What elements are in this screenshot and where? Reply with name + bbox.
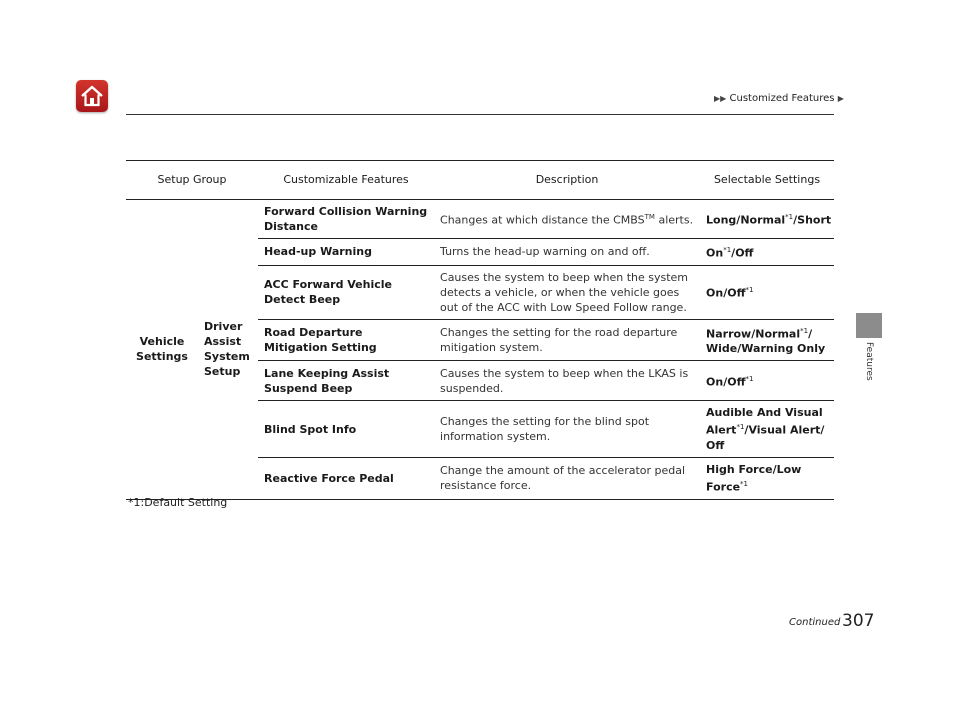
section-tab-label: Features [864, 342, 874, 381]
feature-name: Head-up Warning [258, 239, 434, 266]
column-header-setup-group: Setup Group [126, 161, 258, 200]
setting-option: Normal [740, 213, 786, 227]
setting-option: Off [735, 246, 754, 260]
default-setting-marker: *1 [736, 423, 745, 432]
setting-option: On [706, 246, 724, 260]
default-setting-marker: *1 [785, 213, 794, 222]
group-vehicle-settings: Vehicle Settings [126, 200, 198, 500]
default-setting-marker: *1 [745, 286, 754, 295]
group-driver-assist: Driver Assist System Setup [198, 200, 258, 500]
selectable-settings [700, 457, 834, 499]
continued-label: Continued [789, 617, 841, 628]
setting-option: Audible And Visual Alert [706, 406, 823, 437]
feature-name: Reactive Force Pedal [258, 457, 434, 499]
setting-option: / [744, 423, 749, 437]
selectable-settings [700, 401, 834, 458]
selectable-settings [700, 239, 834, 266]
feature-description [434, 200, 700, 239]
selectable-settings [700, 265, 834, 319]
column-header-description: Description [434, 161, 700, 200]
section-tab-marker[interactable] [856, 313, 882, 338]
feature-description: Change the amount of the accelerator pedal resistance force. [434, 457, 700, 499]
setting-option: Low Force [706, 462, 802, 494]
feature-description: Causes the system to beep when the system detects a vehicle, or when the vehicle goes out of the ACC with Low Speed Follow range. [434, 265, 700, 319]
setting-option: / [751, 327, 756, 341]
breadcrumb-label: Customized Features [729, 93, 835, 104]
setting-option: / [793, 213, 798, 227]
setting-option: / [723, 375, 728, 389]
feature-name: Road Departure Mitigation Setting [258, 319, 434, 361]
footnote: *1:Default Setting [128, 496, 228, 509]
column-header-features: Customizable Features [258, 161, 434, 200]
setting-option: Long [706, 213, 737, 227]
table-header-row [126, 161, 834, 200]
setting-option: High Force [706, 462, 773, 476]
setting-option: Off [727, 375, 746, 389]
customizable-features-table [126, 160, 834, 500]
breadcrumb-arrow-icon: ▶▶ [714, 94, 727, 103]
default-setting-marker: *1 [800, 326, 809, 335]
default-setting-marker: *1 [723, 246, 732, 254]
setting-option: Short [797, 213, 832, 227]
description-text: alerts. [654, 213, 694, 227]
feature-name: Lane Keeping Assist Suspend Beep [258, 361, 434, 401]
breadcrumb[interactable] [714, 93, 844, 104]
setting-option: Visual Alert [748, 423, 821, 437]
table-row [126, 200, 834, 239]
selectable-settings [700, 361, 834, 401]
setting-option: / [723, 286, 728, 300]
setting-option: Warning Only [741, 342, 826, 356]
home-icon[interactable] [76, 80, 108, 112]
setting-option: On [706, 286, 724, 300]
feature-description: Causes the system to beep when the LKAS is suspended. [434, 361, 700, 401]
header-rule [126, 114, 834, 115]
trademark-mark: TM [644, 213, 655, 222]
feature-name: Forward Collision Warning Distance [258, 200, 434, 239]
setting-option: Off [727, 286, 746, 300]
selectable-settings [700, 200, 834, 239]
setting-option: Normal [755, 327, 801, 341]
feature-description: Turns the head-up warning on and off. [434, 239, 700, 266]
default-setting-marker: *1 [740, 479, 749, 488]
breadcrumb-arrow-icon: ▶ [837, 94, 844, 103]
setting-option: On [706, 375, 724, 389]
setting-option: / Wide [706, 327, 813, 356]
setting-option: Narrow [706, 327, 752, 341]
feature-description: Changes the setting for the blind spot information system. [434, 401, 700, 458]
setting-option: / Off [706, 423, 825, 452]
selectable-settings [700, 319, 834, 361]
feature-name: ACC Forward Vehicle Detect Beep [258, 265, 434, 319]
page-number: 307 [842, 611, 875, 631]
setting-option: / [731, 246, 736, 260]
default-setting-marker: *1 [745, 374, 754, 383]
setting-option: / [772, 462, 777, 476]
description-text: Changes at which distance the CMBS [440, 213, 645, 227]
setting-option: / [737, 342, 742, 356]
column-header-settings: Selectable Settings [700, 161, 834, 200]
setting-option: / [736, 213, 741, 227]
feature-name: Blind Spot Info [258, 401, 434, 458]
feature-description: Changes the setting for the road departure mitigation system. [434, 319, 700, 361]
